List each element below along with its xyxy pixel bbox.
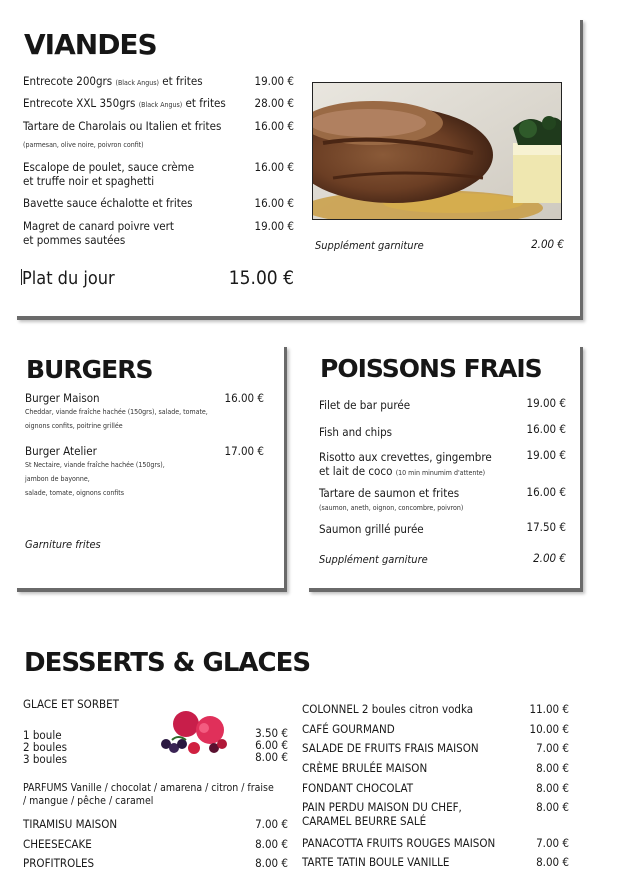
- menu-item-name-line2: et pommes sautées: [23, 233, 126, 247]
- menu-item-name: Tartare de Charolais ou Italien et frites: [23, 119, 222, 133]
- poissons-panel: [306, 343, 580, 588]
- viandes-panel: [14, 16, 580, 316]
- dessert-item-price: 7.00 €: [536, 836, 569, 850]
- dessert-item-price: 10.00 €: [529, 722, 569, 736]
- menu-item-name: Fish and chips: [319, 425, 393, 439]
- dessert-item-name: PANACOTTA FRUITS ROUGES MAISON: [302, 836, 496, 850]
- boule-label: 2 boules: [23, 740, 67, 754]
- menu-item-note: (parmesan, olive noire, poivron confit): [23, 141, 144, 149]
- menu-item-name: Tartare de saumon et frites: [319, 486, 460, 500]
- boule-price: 6.00 €: [255, 738, 288, 752]
- burgers-title: BURGERS: [26, 355, 153, 384]
- menu-item-price: 19.00 €: [526, 448, 566, 462]
- menu-item-price: 16.00 €: [254, 119, 294, 133]
- dessert-item-price: 8.00 €: [536, 855, 569, 869]
- dessert-item-name: FONDANT CHOCOLAT: [302, 781, 414, 795]
- dessert-item-price: 11.00 €: [529, 702, 569, 716]
- dessert-item-price: 7.00 €: [536, 741, 569, 755]
- menu-item-name: Saumon grillé purée: [319, 522, 424, 536]
- desserts-panel: [14, 634, 580, 884]
- dessert-item-price: 8.00 €: [536, 800, 569, 814]
- menu-item: Entrecote 200grs (Black Angus) et frites: [23, 74, 203, 88]
- dessert-item-price: 8.00 €: [255, 856, 288, 870]
- dessert-item-name-line2: CARAMEL BEURRE SALÉ: [302, 814, 427, 828]
- menu-item-price: 19.00 €: [526, 396, 566, 410]
- dessert-item-name: TIRAMISU MAISON: [23, 817, 118, 831]
- parfums-line2: / mangue / pêche / caramel: [23, 795, 154, 807]
- dessert-item-name: CAFÉ GOURMAND: [302, 722, 395, 736]
- dessert-item-price: 8.00 €: [536, 781, 569, 795]
- menu-item: Entrecote XXL 350grs (Black Angus) et frites: [23, 96, 226, 110]
- plat-du-jour-price: 15.00 €: [228, 267, 294, 289]
- menu-item-name: Burger Atelier: [25, 444, 97, 458]
- menu-item-name: Bavette sauce échalotte et frites: [23, 196, 193, 210]
- menu-item-price: 19.00 €: [254, 219, 294, 233]
- menu-item-name: Magret de canard poivre vert: [23, 219, 174, 233]
- desserts-title: DESSERTS & GLACES: [24, 648, 311, 678]
- menu-item-name: Risotto aux crevettes, gingembre: [319, 450, 492, 464]
- supplement-price: 2.00 €: [531, 237, 564, 251]
- menu-item-desc: St Nectaire, viande fraîche hachée (150grs),: [25, 461, 165, 469]
- viandes-title: VIANDES: [24, 28, 157, 61]
- poissons-title: POISSONS FRAIS: [320, 354, 542, 383]
- menu-item-desc: jambon de bayonne,: [25, 475, 90, 483]
- boule-price: 3.50 €: [255, 726, 288, 740]
- menu-item-price: 19.00 €: [254, 74, 294, 88]
- menu-item-desc: salade, tomate, oignons confits: [25, 489, 125, 497]
- boule-price: 8.00 €: [255, 750, 288, 764]
- dessert-item-name: PAIN PERDU MAISON DU CHEF,: [302, 800, 462, 814]
- dish-photo: [312, 82, 562, 220]
- menu-item-price: 17.50 €: [526, 520, 566, 534]
- supplement-label: Supplément garniture: [315, 239, 424, 252]
- dessert-item-price: 8.00 €: [255, 837, 288, 851]
- menu-item-price: 16.00 €: [224, 391, 264, 405]
- menu-item-price: 16.00 €: [254, 160, 294, 174]
- menu-item-name-line2: et lait de coco (10 min minumim d'attente): [319, 464, 486, 478]
- menu-item-desc: Cheddar, viande fraîche hachée (150grs), salade, tomate,: [25, 408, 208, 416]
- menu-item-desc: oignons confits, poitrine grillée: [25, 422, 123, 430]
- menu-item-name-line2: et truffe noir et spaghetti: [23, 174, 155, 188]
- dessert-item-name: TARTE TATIN BOULE VANILLE: [302, 855, 450, 869]
- parfums-line1: PARFUMS Vanille / chocolat / amarena / citron / fraise: [23, 782, 274, 794]
- berries-image: [152, 710, 234, 758]
- supplement-label: Supplément garniture: [319, 553, 428, 566]
- menu-item-price: 16.00 €: [526, 422, 566, 436]
- menu-item-note: (saumon, aneth, oignon, concombre, poivron): [319, 504, 464, 512]
- menu-item-name: Escalope de poulet, sauce crème: [23, 160, 195, 174]
- plat-du-jour-label: Plat du jour: [22, 268, 115, 289]
- menu-item-price: 16.00 €: [254, 196, 294, 210]
- supplement-price: 2.00 €: [533, 551, 566, 565]
- boule-label: 3 boules: [23, 752, 67, 766]
- menu-item-name: Burger Maison: [25, 391, 100, 405]
- dessert-item-name: COLONNEL 2 boules citron vodka: [302, 702, 474, 716]
- menu-item-price: 17.00 €: [224, 444, 264, 458]
- dessert-item-name: CRÈME BRULÉE MAISON: [302, 761, 428, 775]
- boule-label: 1 boule: [23, 728, 62, 742]
- menu-item-price: 16.00 €: [526, 485, 566, 499]
- burgers-panel: [14, 343, 284, 588]
- menu-item-name: Filet de bar purée: [319, 398, 411, 412]
- dessert-item-name: PROFITROLES: [23, 856, 95, 870]
- dessert-item-price: 8.00 €: [536, 761, 569, 775]
- dessert-item-price: 7.00 €: [255, 817, 288, 831]
- dessert-item-name: CHEESECAKE: [23, 837, 92, 851]
- menu-item-price: 28.00 €: [254, 96, 294, 110]
- dessert-item-name: SALADE DE FRUITS FRAIS MAISON: [302, 741, 479, 755]
- garniture-label: Garniture frites: [25, 538, 101, 551]
- glace-title: GLACE ET SORBET: [23, 697, 119, 711]
